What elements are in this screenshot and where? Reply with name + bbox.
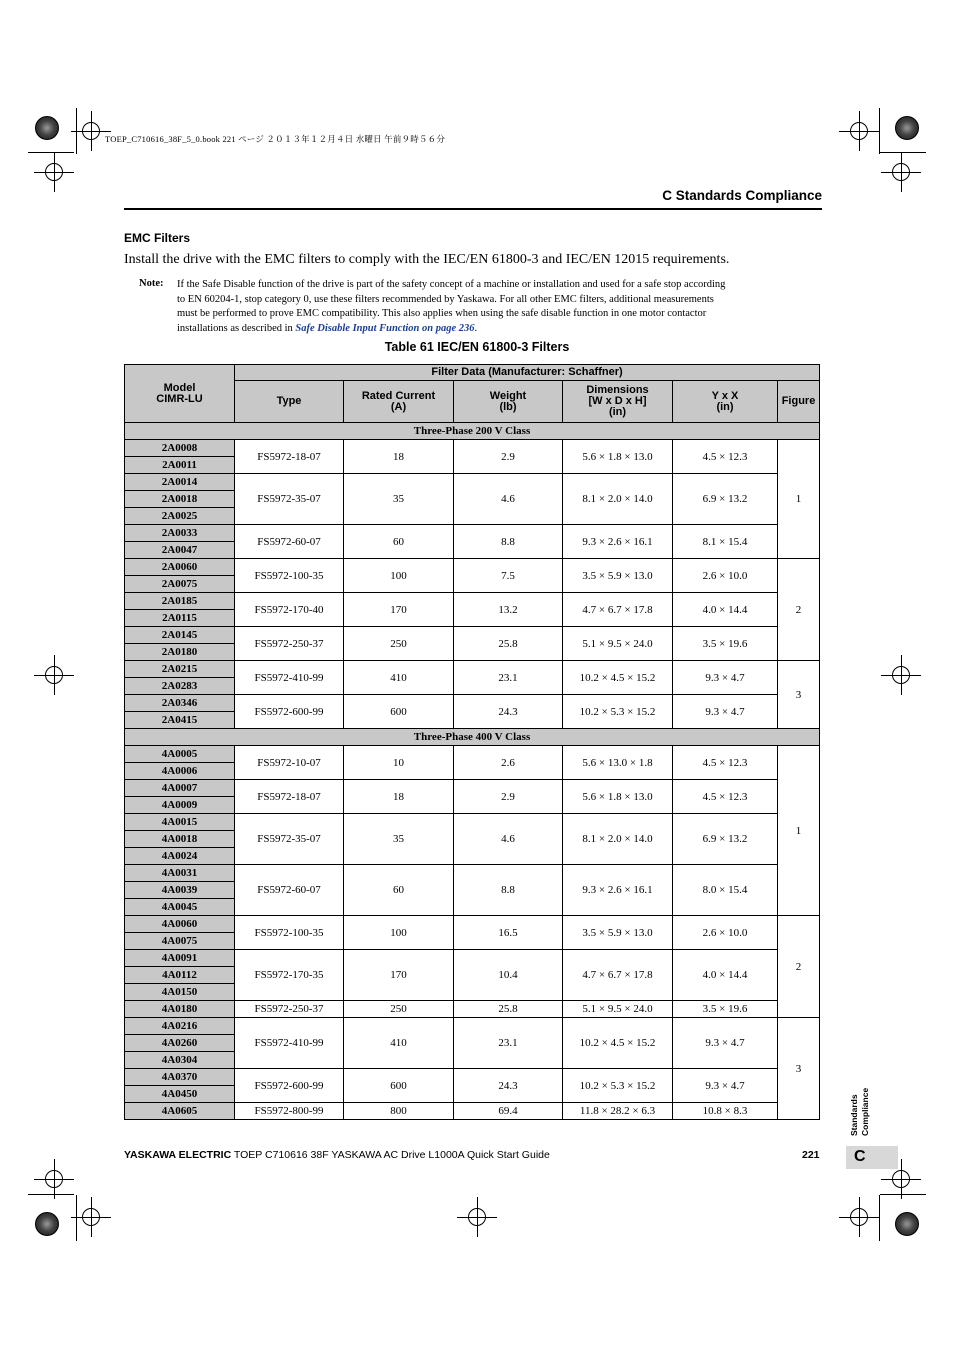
weight-line1: Weight: [489, 389, 527, 402]
dimensions-cell: 4.7 × 6.7 × 17.8: [563, 950, 673, 1001]
filter-type-cell: FS5972-100-35: [235, 559, 344, 593]
note-line: must be performed to prove EMC compatibility. This also applies when using the safe disable function in one motor contactor: [177, 308, 707, 319]
weight-cell: 24.3: [454, 1069, 563, 1103]
figure-cell: 2: [778, 559, 820, 661]
model-header: [125, 365, 235, 423]
model-cell: 2A0025: [125, 508, 235, 525]
rated-current-cell: 250: [344, 1001, 454, 1018]
weight-cell: 2.6: [454, 746, 563, 780]
yx-cell: 8.1 × 15.4: [673, 525, 778, 559]
model-cell: 2A0011: [125, 457, 235, 474]
side-label-line1: Standards: [849, 1094, 859, 1136]
filter-type-cell: FS5972-600-99: [235, 1069, 344, 1103]
note-last-suffix: .: [474, 322, 478, 334]
type-header: Type: [235, 381, 344, 423]
registration-disc-bottom-left: [35, 1212, 59, 1236]
yx-cell: 4.0 × 14.4: [673, 950, 778, 1001]
filter-data-header: Filter Data (Manufacturer: Schaffner): [235, 365, 820, 381]
yx-cell: 9.3 × 4.7: [673, 1018, 778, 1069]
yx-cell: 4.5 × 12.3: [673, 746, 778, 780]
model-cell: 4A0018: [125, 831, 235, 848]
model-cell: 4A0007: [125, 780, 235, 797]
figure-header: Figure: [778, 381, 820, 423]
safe-disable-link[interactable]: Safe Disable Input Function on page 236: [295, 322, 475, 334]
model-cell: 4A0370: [125, 1069, 235, 1086]
weight-cell: 8.8: [454, 525, 563, 559]
filter-type-cell: FS5972-10-07: [235, 746, 344, 780]
table-row: [125, 865, 820, 882]
crop-line: [76, 108, 77, 154]
model-cell: 4A0031: [125, 865, 235, 882]
dimensions-cell: 5.6 × 1.8 × 13.0: [563, 440, 673, 474]
model-cell: 2A0115: [125, 610, 235, 627]
rated-current-line1: Rated Current: [361, 389, 436, 402]
note-last-prefix: installations as described in: [177, 322, 296, 334]
weight-cell: 4.6: [454, 814, 563, 865]
model-cell: 2A0033: [125, 525, 235, 542]
crosshair-mark: [850, 122, 868, 140]
dimensions-line3: (in): [608, 406, 627, 418]
dimensions-cell: 8.1 × 2.0 × 14.0: [563, 814, 673, 865]
weight-cell: 24.3: [454, 695, 563, 729]
dimensions-cell: 8.1 × 2.0 × 14.0: [563, 474, 673, 525]
model-cell: 4A0150: [125, 984, 235, 1001]
rated-current-header: [344, 381, 454, 423]
crosshair-mark: [82, 122, 100, 140]
yx-cell: 2.6 × 10.0: [673, 916, 778, 950]
rated-current-cell: 250: [344, 627, 454, 661]
yx-cell: 6.9 × 13.2: [673, 474, 778, 525]
yx-cell: 9.3 × 4.7: [673, 695, 778, 729]
emc-filters-table: [124, 364, 820, 1120]
filter-type-cell: FS5972-250-37: [235, 1001, 344, 1018]
model-cell: 2A0018: [125, 491, 235, 508]
filter-type-cell: FS5972-170-35: [235, 950, 344, 1001]
side-label-line2: Compliance: [860, 1087, 870, 1136]
crosshair-mark: [45, 1170, 63, 1188]
table-row: [125, 474, 820, 491]
model-cell: 4A0045: [125, 899, 235, 916]
rated-current-cell: 35: [344, 814, 454, 865]
model-cell: 4A0216: [125, 1018, 235, 1035]
dimensions-cell: 5.1 × 9.5 × 24.0: [563, 1001, 673, 1018]
weight-cell: 23.1: [454, 661, 563, 695]
weight-cell: 16.5: [454, 916, 563, 950]
filter-type-cell: FS5972-18-07: [235, 440, 344, 474]
model-cell: 2A0415: [125, 712, 235, 729]
model-cell: 2A0008: [125, 440, 235, 457]
filter-type-cell: FS5972-800-99: [235, 1103, 344, 1120]
model-cell: 4A0039: [125, 882, 235, 899]
weight-header: [454, 381, 563, 423]
filter-type-cell: FS5972-60-07: [235, 525, 344, 559]
weight-cell: 25.8: [454, 1001, 563, 1018]
rated-current-cell: 35: [344, 474, 454, 525]
crop-line: [879, 108, 880, 154]
model-cell: 4A0260: [125, 1035, 235, 1052]
model-cell: 2A0180: [125, 644, 235, 661]
model-cell: 4A0304: [125, 1052, 235, 1069]
model-cell: 4A0005: [125, 746, 235, 763]
crosshair-mark: [45, 666, 63, 684]
rated-current-cell: 800: [344, 1103, 454, 1120]
table-row: [125, 814, 820, 831]
dimensions-cell: 9.3 × 2.6 × 16.1: [563, 865, 673, 916]
note-line: [177, 322, 787, 337]
weight-cell: 2.9: [454, 440, 563, 474]
filter-type-cell: FS5972-18-07: [235, 780, 344, 814]
rated-current-cell: 100: [344, 559, 454, 593]
note-text: [177, 278, 787, 336]
yx-header: [673, 381, 778, 423]
registration-disc-top-right: [895, 116, 919, 140]
model-cell: 4A0015: [125, 814, 235, 831]
table-row: [125, 661, 820, 678]
yx-cell: 4.5 × 12.3: [673, 440, 778, 474]
section-row: [125, 423, 820, 440]
rated-current-cell: 100: [344, 916, 454, 950]
yx-cell: 10.8 × 8.3: [673, 1103, 778, 1120]
yx-cell: 8.0 × 15.4: [673, 865, 778, 916]
figure-cell: 2: [778, 916, 820, 1018]
side-section-label: [843, 1082, 877, 1137]
crop-line: [880, 152, 926, 153]
model-cell: 4A0450: [125, 1086, 235, 1103]
rated-current-cell: 170: [344, 950, 454, 1001]
registration-disc-bottom-right: [895, 1212, 919, 1236]
dimensions-cell: 9.3 × 2.6 × 16.1: [563, 525, 673, 559]
yx-cell: 4.0 × 14.4: [673, 593, 778, 627]
yx-cell: 6.9 × 13.2: [673, 814, 778, 865]
section-heading: Three-Phase 400 V Class: [125, 729, 820, 746]
note-label: Note:: [139, 278, 164, 289]
table-row: [125, 1018, 820, 1035]
model-cell: 2A0145: [125, 627, 235, 644]
rated-current-cell: 410: [344, 1018, 454, 1069]
filter-type-cell: FS5972-35-07: [235, 814, 344, 865]
table-row: [125, 1001, 820, 1018]
table-row: [125, 593, 820, 610]
footer-brand: YASKAWA ELECTRIC: [124, 1149, 232, 1161]
rated-current-cell: 600: [344, 1069, 454, 1103]
note-line: to EN 60204-1, stop category 0, use these filters recommended by Yaskawa. For all other EMC filters, additional measurements: [177, 293, 714, 305]
filter-type-cell: FS5972-35-07: [235, 474, 344, 525]
crosshair-mark: [850, 1208, 868, 1226]
model-cell: 4A0060: [125, 916, 235, 933]
chapter-tab-letter: C: [854, 1148, 866, 1165]
table-row: [125, 559, 820, 576]
dimensions-cell: 10.2 × 5.3 × 15.2: [563, 695, 673, 729]
model-cell: 4A0112: [125, 967, 235, 984]
file-info: TOEP_C710616_38F_5_0.book 221 ページ ２０１３年１２月４日 水曜日 午前９時５６分: [105, 134, 446, 144]
filter-type-cell: FS5972-60-07: [235, 865, 344, 916]
weight-cell: 2.9: [454, 780, 563, 814]
dimensions-cell: 10.2 × 4.5 × 15.2: [563, 1018, 673, 1069]
rated-current-cell: 600: [344, 695, 454, 729]
filter-type-cell: FS5972-410-99: [235, 661, 344, 695]
model-cell: 4A0075: [125, 933, 235, 950]
dimensions-cell: 11.8 × 28.2 × 6.3: [563, 1103, 673, 1120]
crop-line: [28, 152, 74, 153]
table-row: [125, 746, 820, 763]
filter-type-cell: FS5972-100-35: [235, 916, 344, 950]
note-line: If the Safe Disable function of the drive is part of the safety concept of a machine or installation and used for a safe stop according: [177, 279, 726, 290]
crop-line: [28, 1194, 74, 1195]
weight-cell: 10.4: [454, 950, 563, 1001]
model-cell: 2A0215: [125, 661, 235, 678]
table-row: [125, 440, 820, 457]
table-row: [125, 1069, 820, 1086]
page-number: 221: [802, 1149, 820, 1161]
model-header-line1: Model: [163, 381, 196, 394]
model-cell: 2A0075: [125, 576, 235, 593]
section-heading: Three-Phase 200 V Class: [125, 423, 820, 440]
footer-text: [124, 1149, 550, 1161]
weight-cell: 13.2: [454, 593, 563, 627]
dimensions-cell: 10.2 × 5.3 × 15.2: [563, 1069, 673, 1103]
model-cell: 2A0047: [125, 542, 235, 559]
rated-current-cell: 10: [344, 746, 454, 780]
header-rule: [124, 208, 822, 210]
dimensions-header: [563, 381, 673, 423]
rated-current-cell: 60: [344, 525, 454, 559]
weight-cell: 69.4: [454, 1103, 563, 1120]
crosshair-mark: [45, 163, 63, 181]
model-cell: 4A0180: [125, 1001, 235, 1018]
crosshair-mark: [892, 163, 910, 181]
rated-current-cell: 18: [344, 780, 454, 814]
filter-type-cell: FS5972-600-99: [235, 695, 344, 729]
dimensions-line1: Dimensions: [586, 384, 649, 396]
crop-line: [880, 1194, 926, 1195]
table-row: [125, 916, 820, 933]
emc-filters-heading: EMC Filters: [124, 231, 191, 245]
dimensions-cell: 3.5 × 5.9 × 13.0: [563, 559, 673, 593]
weight-line2: (lb): [499, 400, 517, 413]
model-cell: 2A0060: [125, 559, 235, 576]
yx-cell: 9.3 × 4.7: [673, 661, 778, 695]
model-cell: 4A0024: [125, 848, 235, 865]
figure-cell: 3: [778, 1018, 820, 1120]
table-caption: Table 61 IEC/EN 61800-3 Filters: [384, 340, 570, 354]
rated-current-cell: 410: [344, 661, 454, 695]
yx-cell: 4.5 × 12.3: [673, 780, 778, 814]
rated-current-cell: 170: [344, 593, 454, 627]
section-header: C Standards Compliance: [662, 188, 822, 203]
weight-cell: 4.6: [454, 474, 563, 525]
crosshair-mark: [82, 1208, 100, 1226]
yx-cell: 2.6 × 10.0: [673, 559, 778, 593]
model-cell: 2A0346: [125, 695, 235, 712]
model-cell: 4A0605: [125, 1103, 235, 1120]
table-row: [125, 780, 820, 797]
dimensions-cell: 3.5 × 5.9 × 13.0: [563, 916, 673, 950]
model-header-line2: CIMR-LU: [156, 392, 203, 405]
dimensions-cell: 5.6 × 13.0 × 1.8: [563, 746, 673, 780]
table-row: [125, 695, 820, 712]
chapter-tab: [846, 1146, 898, 1169]
weight-cell: 23.1: [454, 1018, 563, 1069]
footer-doc: TOEP C710616 38F YASKAWA AC Drive L1000A Quick Start Guide: [231, 1149, 550, 1161]
model-cell: 2A0283: [125, 678, 235, 695]
table-row: [125, 950, 820, 967]
weight-cell: 8.8: [454, 865, 563, 916]
crop-line: [76, 1195, 77, 1241]
figure-cell: 1: [778, 440, 820, 559]
rated-current-line2: (A): [390, 400, 407, 413]
filter-type-cell: FS5972-410-99: [235, 1018, 344, 1069]
rated-current-cell: 60: [344, 865, 454, 916]
model-cell: 2A0014: [125, 474, 235, 491]
model-cell: 4A0009: [125, 797, 235, 814]
filter-type-cell: FS5972-250-37: [235, 627, 344, 661]
registration-disc-top-left: [35, 116, 59, 140]
dimensions-cell: 10.2 × 4.5 × 15.2: [563, 661, 673, 695]
intro-paragraph: Install the drive with the EMC filters to comply with the IEC/EN 61800-3 and IEC/EN 12015 requirements.: [124, 252, 730, 267]
weight-cell: 7.5: [454, 559, 563, 593]
crosshair-mark: [468, 1208, 486, 1226]
crosshair-mark: [892, 666, 910, 684]
figure-cell: 1: [778, 746, 820, 916]
yx-line1: Y x X: [711, 389, 739, 402]
yx-cell: 3.5 × 19.6: [673, 1001, 778, 1018]
model-cell: 4A0091: [125, 950, 235, 967]
figure-cell: 3: [778, 661, 820, 729]
rated-current-cell: 18: [344, 440, 454, 474]
model-cell: 4A0006: [125, 763, 235, 780]
dimensions-cell: 4.7 × 6.7 × 17.8: [563, 593, 673, 627]
dimensions-cell: 5.6 × 1.8 × 13.0: [563, 780, 673, 814]
dimensions-line2: [W x D x H]: [588, 395, 647, 407]
yx-cell: 9.3 × 4.7: [673, 1069, 778, 1103]
filter-type-cell: FS5972-170-40: [235, 593, 344, 627]
dimensions-cell: 5.1 × 9.5 × 24.0: [563, 627, 673, 661]
weight-cell: 25.8: [454, 627, 563, 661]
model-cell: 2A0185: [125, 593, 235, 610]
crosshair-mark: [892, 1170, 910, 1188]
crop-line: [879, 1195, 880, 1241]
yx-cell: 3.5 × 19.6: [673, 627, 778, 661]
section-row: [125, 729, 820, 746]
table-row: [125, 1103, 820, 1120]
table-row: [125, 627, 820, 644]
table-row: [125, 525, 820, 542]
yx-line2: (in): [716, 400, 734, 413]
